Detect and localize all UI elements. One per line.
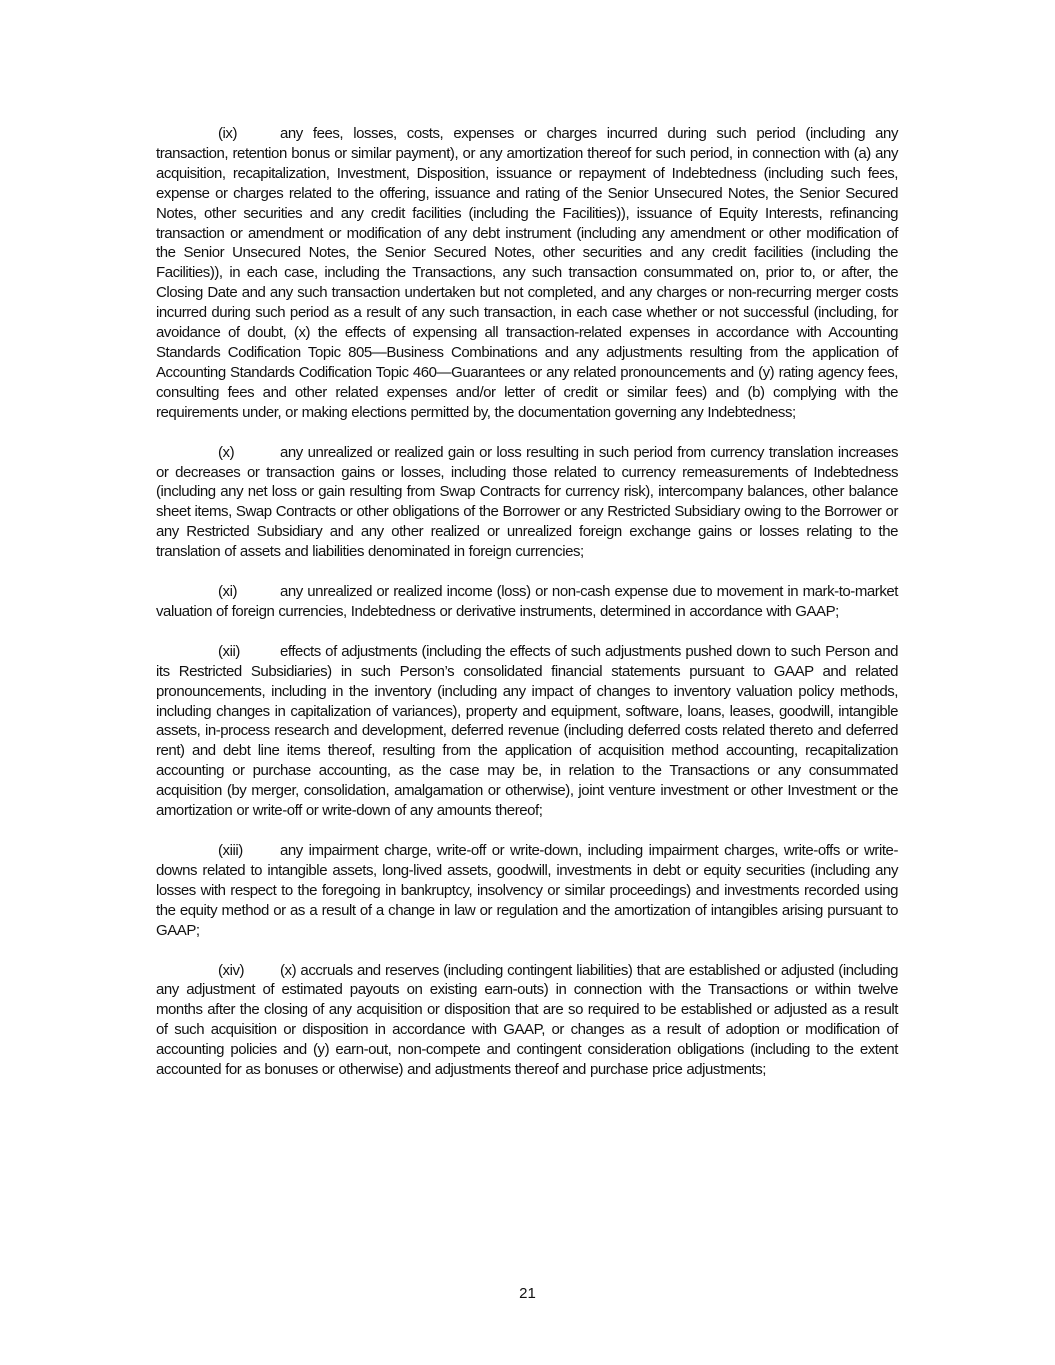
- paragraph-text: any unrealized or realized gain or loss resulting in such period from currency translation increases or decreases or transaction gains or losses, including those related to currency remeasurements of Indebtedness (including any net loss or gain resulting from Swap Contracts for currency risk), intercompany balances, other balance sheet items, Swap Contracts or other obligations of the Borrower or any Restricted Subsidiary owing to the Borrower or any Restricted Subsidiary and any other realized or unrealized foreign exchange gains or losses relating to the translation of assets and liabilities denominated in foreign currencies;: [156, 443, 898, 561]
- paragraph-text: any fees, losses, costs, expenses or charges incurred during such period (including any transaction, retention bonus or similar payment), or any amortization thereof for such period, in connection with (a) any acquisition, recapitalization, Investment, Disposition, issuance or repayment of Indebtedness (including such fees, expense or charges related to the offering, issuance and rating of the Senior Unsecured Notes, the Senior Secured Notes, other securities and any credit facilities (including the Facilities)), issuance of Equity Interests, refinancing transaction or amendment or modification of any debt instrument (including any amendment or other modification of the Senior Unsecured Notes, the Senior Secured Notes, other securities and any credit facilities (including the Facilities)), in each case, including the Transactions, any such transaction consummated on, prior to, or after, the Closing Date and any such transaction undertaken but not completed, and any charges or non-recurring merger costs incurred during such period as a result of any such transaction, in each case whether or not successful (including, for avoidance of doubt, (x) the effects of expensing all transaction-related expenses in accordance with Accounting Standards Codification Topic 805—Business Combinations and any adjustments resulting from the application of Accounting Standards Codification Topic 460—Guarantees or any related pronouncements and (y) rating agency fees, consulting fees and other related expenses and/or letter of credit or similar fees) and (b) complying with the requirements under, or making elections permitted by, the documentation governing any Indebtedness;: [156, 125, 898, 421]
- paragraph-number: (x): [218, 443, 235, 461]
- paragraph-xiii: [156, 841, 898, 941]
- paragraph-xii: [156, 642, 898, 821]
- paragraph-number: (xi): [218, 583, 238, 601]
- paragraph-x: [156, 443, 898, 562]
- paragraph-text: any unrealized or realized income (loss) or non-cash expense due to movement in mark-to-market valuation of foreign currencies, Indebtedness or derivative instruments, determined in accordance with GAAP;: [156, 583, 898, 620]
- paragraph-text: effects of adjustments (including the effects of such adjustments pushed down to such Person and its Restricted Subsidiaries) in such Person’s consolidated financial statements pursuant to GAAP and related pronouncements, including in the inventory (including any impact of changes to inventory valuation policy methods, including changes in capitalization of variances), property and equipment, software, loans, leases, goodwill, intangible assets, in-process research and development, deferred revenue (including deferred costs related thereto and deferred rent) and debt line items thereof, resulting from the application of acquisition method accounting, recapitalization accounting or purchase accounting, as the case may be, in relation to the Transactions or any consummated acquisition (by merger, consolidation, amalgamation or otherwise), joint venture investment or other Investment or the amortization or write-off or write-down of any amounts thereof;: [156, 642, 898, 820]
- page-number: 21: [519, 1285, 536, 1302]
- paragraph-number: (xii): [218, 642, 240, 660]
- paragraph-xi: [156, 582, 898, 622]
- paragraph-xiv: [156, 961, 898, 1080]
- paragraph-number: (xiii): [218, 842, 243, 859]
- paragraph-text: (x) accruals and reserves (including contingent liabilities) that are established or adjusted (including any adjustment of estimated payouts on existing earn-outs) in connection with the Transactions or within twelve months after the closing of any acquisition or disposition that are so required to be established or adjusted as a result of such acquisition or disposition in accordance with GAAP, or changes as a result of adoption or modification of accounting policies and (y) earn-out, non-compete and contingent consideration obligations (including to the extent accounted for as bonuses or otherwise) and adjustments thereof and purchase price adjustments;: [156, 961, 898, 1079]
- paragraph-number: (ix): [218, 125, 238, 142]
- paragraph-text: any impairment charge, write-off or write-down, including impairment charges, write-offs or write-downs related to intangible assets, long-lived assets, goodwill, investments in debt or equity securities (including any losses with respect to the foregoing in bankruptcy, insolvency or similar proceedings) and investments recorded using the equity method or as a result of a change in law or regulation and the amortization of intangibles arising pursuant to GAAP;: [156, 842, 898, 939]
- paragraph-ix: [156, 124, 898, 423]
- document-body: [156, 124, 898, 1100]
- paragraph-number: (xiv): [218, 961, 245, 979]
